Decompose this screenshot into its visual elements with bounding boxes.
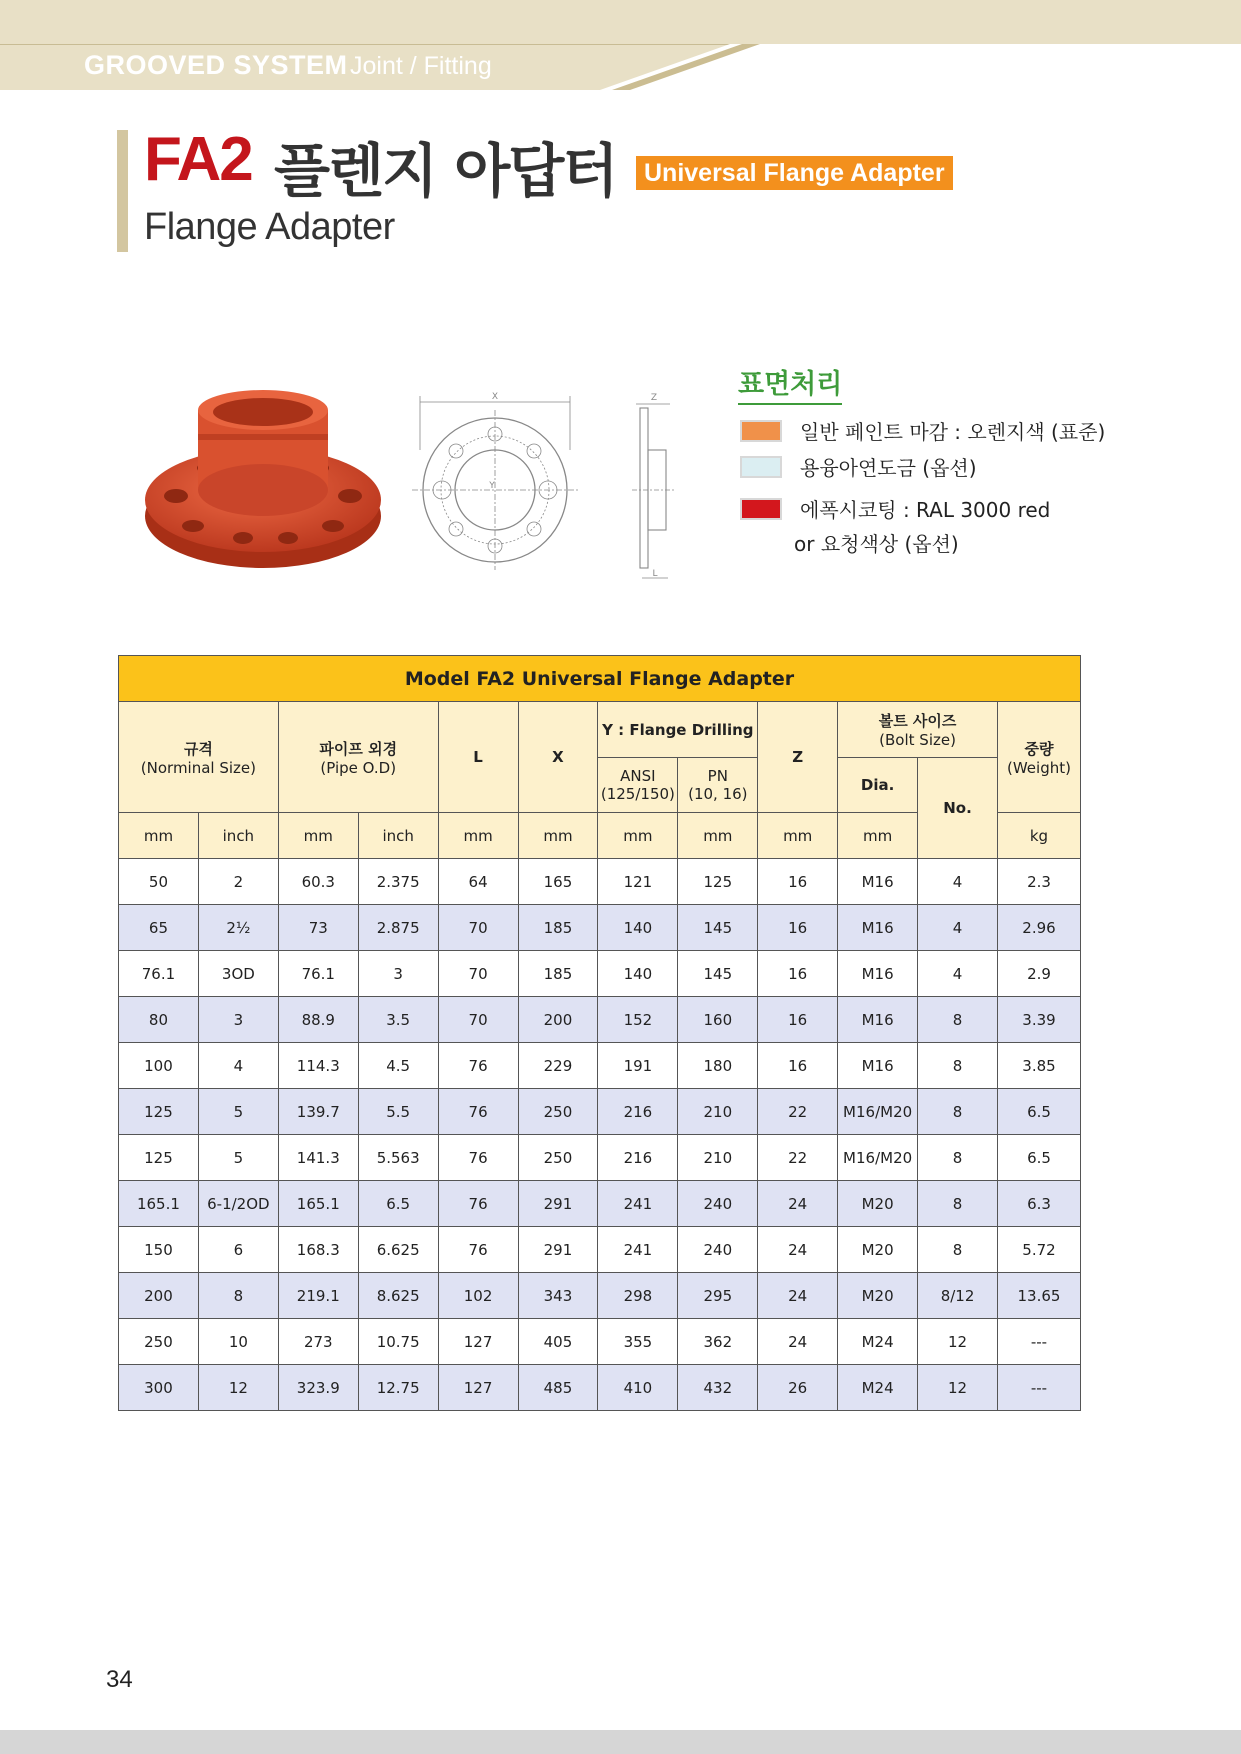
table-cell: 100 (119, 1043, 199, 1089)
table-cell: 210 (678, 1089, 758, 1135)
table-cell: 127 (438, 1365, 518, 1411)
table-cell: 200 (119, 1273, 199, 1319)
table-cell: 76 (438, 1181, 518, 1227)
header-text: 볼트 사이즈 (878, 712, 957, 730)
table-cell: 24 (758, 1273, 838, 1319)
table-cell: 180 (678, 1043, 758, 1089)
table-cell: 121 (598, 859, 678, 905)
table-cell: 5.5 (358, 1089, 438, 1135)
table-cell: 127 (438, 1319, 518, 1365)
table-cell: M16 (838, 951, 918, 997)
table-cell: 16 (758, 997, 838, 1043)
footer-band (0, 1730, 1241, 1754)
table-cell: 10.75 (358, 1319, 438, 1365)
table-cell: 2.96 (997, 905, 1080, 951)
table-cell: 2.375 (358, 859, 438, 905)
table-cell: 3 (358, 951, 438, 997)
spec-table (118, 655, 1081, 1411)
table-cell: --- (997, 1365, 1080, 1411)
product-title-korean: 플렌지 아답터 (274, 137, 617, 205)
finish-item-orange (740, 416, 1105, 445)
header-pipe-od (278, 702, 438, 813)
unit-cell: inch (198, 813, 278, 859)
table-cell: 6.5 (997, 1135, 1080, 1181)
table-cell: 362 (678, 1319, 758, 1365)
table-cell: 76.1 (278, 951, 358, 997)
table-cell: 70 (438, 905, 518, 951)
table-cell: 355 (598, 1319, 678, 1365)
table-cell: 76 (438, 1043, 518, 1089)
finish-label: 용융아연도금 (옵션) (800, 456, 977, 480)
table-cell: 3.39 (997, 997, 1080, 1043)
table-cell: M20 (838, 1227, 918, 1273)
header-no: No. (918, 758, 998, 859)
surface-finish-title: 표면처리 (738, 362, 842, 405)
unit-cell: kg (997, 813, 1080, 859)
front-view-drawing (412, 390, 578, 585)
table-cell: 240 (678, 1227, 758, 1273)
header-text: (Norminal Size) (140, 758, 257, 777)
table-cell: 291 (518, 1181, 598, 1227)
header-text: (10, 16) (688, 785, 748, 803)
table-cell: 140 (598, 905, 678, 951)
table-cell: 241 (598, 1227, 678, 1273)
product-badge: Universal Flange Adapter (636, 156, 953, 190)
table-body (119, 859, 1081, 1411)
table-cell: 165.1 (278, 1181, 358, 1227)
table-cell: 165 (518, 859, 598, 905)
header-pn (678, 758, 758, 813)
table-row (119, 1135, 1081, 1181)
table-cell: 240 (678, 1181, 758, 1227)
unit-cell: mm (438, 813, 518, 859)
table-cell: 3.5 (358, 997, 438, 1043)
swatch-galvanized (740, 456, 782, 478)
table-cell: 8.625 (358, 1273, 438, 1319)
table-row (119, 1043, 1081, 1089)
finish-item-galvanized (740, 452, 977, 481)
table-cell: 76.1 (119, 951, 199, 997)
table-cell: 102 (438, 1273, 518, 1319)
table-cell: 76 (438, 1089, 518, 1135)
table-row (119, 1273, 1081, 1319)
dim-label-z: Z (650, 393, 658, 403)
table-cell: 273 (278, 1319, 358, 1365)
header-text: 중량 (1024, 739, 1054, 758)
table-cell: 16 (758, 859, 838, 905)
table-cell: 2½ (198, 905, 278, 951)
table-cell: 70 (438, 951, 518, 997)
header-l: L (438, 702, 518, 813)
unit-cell: inch (358, 813, 438, 859)
table-cell: 145 (678, 951, 758, 997)
table-cell: 145 (678, 905, 758, 951)
header-z: Z (758, 702, 838, 813)
table-cell: M16/M20 (838, 1089, 918, 1135)
header-text: (Weight) (1007, 758, 1071, 777)
table-cell: 8 (918, 1089, 998, 1135)
table-cell: 185 (518, 905, 598, 951)
table-cell: 160 (678, 997, 758, 1043)
table-cell: 2.9 (997, 951, 1080, 997)
swatch-red (740, 498, 782, 520)
table-cell: 65 (119, 905, 199, 951)
table-cell: 4.5 (358, 1043, 438, 1089)
table-cell: 6.5 (997, 1089, 1080, 1135)
table-cell: 12 (198, 1365, 278, 1411)
unit-cell: mm (678, 813, 758, 859)
header-weight (997, 702, 1080, 813)
table-cell: 10 (198, 1319, 278, 1365)
table-cell: 8 (918, 997, 998, 1043)
table-cell: M20 (838, 1181, 918, 1227)
header-nominal-size (119, 702, 279, 813)
table-cell: 24 (758, 1181, 838, 1227)
table-cell: M24 (838, 1319, 918, 1365)
table-cell: 150 (119, 1227, 199, 1273)
table-cell: 250 (119, 1319, 199, 1365)
unit-cell: mm (838, 813, 918, 859)
table-cell: 5 (198, 1135, 278, 1181)
header-text: (125/150) (600, 785, 675, 803)
table-cell: 210 (678, 1135, 758, 1181)
table-cell: 50 (119, 859, 199, 905)
table-cell: 3OD (198, 951, 278, 997)
table-row (119, 1227, 1081, 1273)
table-cell: 216 (598, 1089, 678, 1135)
table-cell: 12 (918, 1365, 998, 1411)
table-cell: 125 (678, 859, 758, 905)
table-cell: 6.5 (358, 1181, 438, 1227)
table-cell: 6.3 (997, 1181, 1080, 1227)
table-cell: 2.3 (997, 859, 1080, 905)
header-text: (Bolt Size) (879, 731, 956, 749)
table-cell: 5.563 (358, 1135, 438, 1181)
side-view-drawing (628, 390, 678, 585)
table-cell: 16 (758, 1043, 838, 1089)
table-cell: 165.1 (119, 1181, 199, 1227)
dim-label-x: X (491, 392, 499, 402)
table-cell: 125 (119, 1089, 199, 1135)
table-row (119, 905, 1081, 951)
header-dia: Dia. (838, 758, 918, 813)
header-ansi (598, 758, 678, 813)
table-cell: 5 (198, 1089, 278, 1135)
table-cell: 323.9 (278, 1365, 358, 1411)
table-cell: 64 (438, 859, 518, 905)
table-cell: 24 (758, 1319, 838, 1365)
table-cell: M20 (838, 1273, 918, 1319)
table-cell: 8 (918, 1181, 998, 1227)
table-cell: 405 (518, 1319, 598, 1365)
header-text: 파이프 외경 (319, 739, 398, 758)
table-cell: 76 (438, 1227, 518, 1273)
table-cell: 6.625 (358, 1227, 438, 1273)
table-cell: M16 (838, 1043, 918, 1089)
table-cell: 216 (598, 1135, 678, 1181)
table-cell: 4 (918, 951, 998, 997)
finish-label-continuation: or 요청색상 (옵션) (794, 532, 959, 556)
header-text: (Pipe O.D) (320, 758, 397, 777)
table-row (119, 951, 1081, 997)
table-cell: 26 (758, 1365, 838, 1411)
dim-label-y: Y (489, 481, 495, 491)
table-cell: 295 (678, 1273, 758, 1319)
table-cell: 200 (518, 997, 598, 1043)
table-cell: 185 (518, 951, 598, 997)
table-cell: 70 (438, 997, 518, 1043)
table-cell: 250 (518, 1135, 598, 1181)
table-cell: 241 (598, 1181, 678, 1227)
table-cell: 139.7 (278, 1089, 358, 1135)
table-row (119, 1181, 1081, 1227)
table-cell: 410 (598, 1365, 678, 1411)
table-cell: 4 (918, 859, 998, 905)
table-cell: 298 (598, 1273, 678, 1319)
unit-cell: mm (598, 813, 678, 859)
table-cell: 6 (198, 1227, 278, 1273)
table-caption: Model FA2 Universal Flange Adapter (119, 656, 1081, 702)
page-number: 34 (106, 1666, 133, 1693)
unit-cell: mm (278, 813, 358, 859)
table-cell: 80 (119, 997, 199, 1043)
finish-item-epoxy (740, 494, 1050, 523)
table-cell: 12 (918, 1319, 998, 1365)
header-bolt-size (838, 702, 998, 758)
table-cell: --- (997, 1319, 1080, 1365)
header-text: PN (707, 767, 728, 785)
table-cell: 343 (518, 1273, 598, 1319)
table-cell: 16 (758, 951, 838, 997)
table-cell: 3.85 (997, 1043, 1080, 1089)
table-cell: 60.3 (278, 859, 358, 905)
table-row (119, 997, 1081, 1043)
header-band-notch (600, 44, 1241, 90)
finish-label: 일반 페인트 마감 : 오렌지색 (표준) (800, 420, 1106, 444)
table-cell: 152 (598, 997, 678, 1043)
table-cell: 16 (758, 905, 838, 951)
product-photo (138, 388, 388, 578)
finish-label: 에폭시코팅 : RAL 3000 red (800, 498, 1051, 522)
header-text: ANSI (620, 767, 656, 785)
system-category: Joint / Fitting (350, 52, 492, 80)
table-cell: 141.3 (278, 1135, 358, 1181)
table-cell: 4 (918, 905, 998, 951)
table-cell: 229 (518, 1043, 598, 1089)
table-cell: 6-1/2OD (198, 1181, 278, 1227)
table-cell: 2 (198, 859, 278, 905)
table-cell: 432 (678, 1365, 758, 1411)
table-row (119, 859, 1081, 905)
table-cell: 8 (918, 1135, 998, 1181)
title-accent-bar (117, 130, 128, 252)
table-cell: 300 (119, 1365, 199, 1411)
table-cell: 485 (518, 1365, 598, 1411)
table-cell: 114.3 (278, 1043, 358, 1089)
header-text: 규격 (183, 739, 213, 758)
table-cell: 8 (198, 1273, 278, 1319)
unit-cell: mm (518, 813, 598, 859)
table-cell: 168.3 (278, 1227, 358, 1273)
table-cell: M16 (838, 997, 918, 1043)
table-cell: 125 (119, 1135, 199, 1181)
header-flange-drilling: Y : Flange Drilling (598, 702, 758, 758)
table-cell: 140 (598, 951, 678, 997)
table-cell: 73 (278, 905, 358, 951)
swatch-orange (740, 420, 782, 442)
model-code: FA2 (144, 125, 252, 194)
header-x: X (518, 702, 598, 813)
table-cell: M16 (838, 859, 918, 905)
system-title: GROOVED SYSTEM (84, 50, 348, 80)
table-cell: 4 (198, 1043, 278, 1089)
table-cell: 8/12 (918, 1273, 998, 1319)
table-cell: 12.75 (358, 1365, 438, 1411)
dim-label-l: L (652, 569, 658, 579)
table-row (119, 1365, 1081, 1411)
table-cell: M16/M20 (838, 1135, 918, 1181)
table-cell: 13.65 (997, 1273, 1080, 1319)
unit-cell: mm (758, 813, 838, 859)
table-row (119, 1089, 1081, 1135)
table-cell: 22 (758, 1089, 838, 1135)
table-cell: 219.1 (278, 1273, 358, 1319)
table-cell: 3 (198, 997, 278, 1043)
table-cell: 291 (518, 1227, 598, 1273)
unit-cell: mm (119, 813, 199, 859)
table-cell: 250 (518, 1089, 598, 1135)
table-cell: 8 (918, 1227, 998, 1273)
table-cell: 5.72 (997, 1227, 1080, 1273)
table-cell: M16 (838, 905, 918, 951)
table-cell: 2.875 (358, 905, 438, 951)
table-cell: 22 (758, 1135, 838, 1181)
table-cell: 8 (918, 1043, 998, 1089)
table-cell: M24 (838, 1365, 918, 1411)
table-cell: 76 (438, 1135, 518, 1181)
table-row (119, 1319, 1081, 1365)
table-cell: 24 (758, 1227, 838, 1273)
product-subtitle: Flange Adapter (144, 206, 395, 248)
table-cell: 191 (598, 1043, 678, 1089)
table-cell: 88.9 (278, 997, 358, 1043)
